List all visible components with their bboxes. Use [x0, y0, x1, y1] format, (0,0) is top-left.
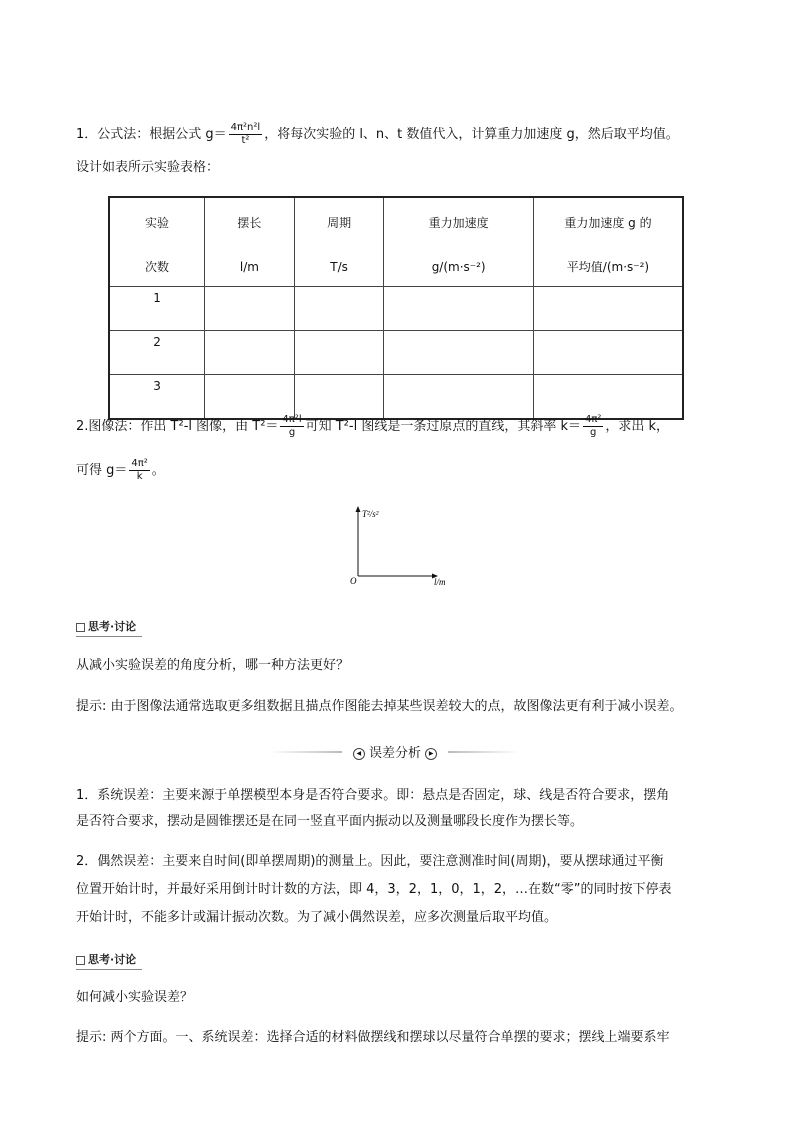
- trial-number: 2: [109, 331, 205, 375]
- origin-label: O: [350, 576, 357, 586]
- method2-text: ，求出 k，: [605, 419, 670, 434]
- method2-line2: [76, 458, 165, 483]
- method1-suffix: ，将每次实验的 l、n、t 数值代入，计算重力加速度 g，然后取平均值。: [264, 127, 679, 142]
- g-formula: $\frac{\text{4π²}}{k}$: [131, 458, 148, 482]
- table-cell: [384, 331, 534, 375]
- divider-line-left: [270, 751, 342, 753]
- table-header-row: [109, 197, 683, 287]
- checkbox-icon: [76, 956, 85, 965]
- slope-formula-1: $\frac{\text{4π²l}}{g}$: [282, 414, 302, 438]
- table-cell: [533, 331, 683, 375]
- right-arrow-icon: ▶: [425, 748, 437, 760]
- method1-prefix: 1．公式法：根据公式 g＝: [76, 127, 227, 142]
- y-axis-label: T²/s²: [362, 509, 379, 519]
- table-cell: [294, 287, 384, 331]
- header-cell: 摆长 l/m: [205, 197, 295, 287]
- method2-text: 2.图像法：作出 T²-l 图像，由 T²＝: [76, 419, 279, 434]
- think1-answer: 提示: 由于图像法通常选取更多组数据且描点作图能去掉某些误差较大的点，故图像法更有利于减小误差。: [76, 699, 683, 714]
- left-arrow-icon: ◀: [353, 748, 365, 760]
- error2-line1: 2．偶然误差：主要来自时间(即单摆周期)的测量上。因此，要注意测准时间(周期)，要从摆球通过平衡: [76, 854, 664, 869]
- method2-text: 可得 g＝: [76, 463, 128, 478]
- table-cell: [294, 331, 384, 375]
- header-cell: 重力加速度 g 的 平均值/(m·s⁻²): [533, 197, 683, 287]
- underline-decoration: [76, 969, 142, 970]
- method2-text: 可知 T²-l 图线是一条过原点的直线，其斜率 k＝: [305, 419, 581, 434]
- error1-line2: 是否符合要求，摆动是圆锥摆还是在同一竖直平面内振动以及测量哪段长度作为摆长等。: [76, 814, 584, 829]
- y-axis-arrow: [356, 506, 361, 512]
- table-cell: [205, 331, 295, 375]
- table-row: [109, 331, 683, 375]
- section-title: 误差分析: [368, 746, 421, 761]
- table-cell: [205, 375, 295, 420]
- underline-decoration: [76, 636, 142, 637]
- error1-line1: 1．系统误差：主要来源于单摆模型本身是否符合要求。即：悬点是否固定，球、线是否符合要求，摆角: [76, 788, 670, 803]
- method2-text: 。: [151, 463, 165, 478]
- table-cell: [384, 287, 534, 331]
- experiment-table: [108, 196, 684, 420]
- table-cell: [384, 375, 534, 420]
- table-cell: [533, 287, 683, 331]
- table-row: [109, 287, 683, 331]
- table-cell: [533, 375, 683, 420]
- think1-question: 从减小实验误差的角度分析，哪一种方法更好？: [76, 658, 350, 673]
- method2-line1: [76, 414, 669, 439]
- think2-question: 如何减小实验误差？: [76, 990, 194, 1005]
- table-cell: [294, 375, 384, 420]
- formula-numerator: 4π²n²l: [230, 122, 261, 133]
- error2-line3: 开始计时，不能多计或漏计振动次数。为了减小偶然误差，应多次测量后取平均值。: [76, 910, 558, 925]
- trial-number: 3: [109, 375, 205, 420]
- x-axis-label: l/m: [434, 577, 446, 587]
- table-row: [109, 375, 683, 420]
- error2-line2: 位置开始计时，并最好采用倒计时计数的方法，即 4，3，2，1，0，1，2，…在数“零”的同时按下停表: [76, 882, 672, 897]
- method1-formula: [229, 122, 263, 147]
- think-discuss-label: 思考·讨论: [76, 618, 136, 634]
- table-cell: [205, 287, 295, 331]
- section-divider: [270, 742, 520, 762]
- header-cell: 周期 T/s: [294, 197, 384, 287]
- formula-denominator: t²: [241, 135, 250, 146]
- think2-answer: 提示: 两个方面。一、系统误差：选择合适的材料做摆线和摆球以尽量符合单摆的要求；摆线上端要系牢: [76, 1030, 670, 1045]
- think-discuss-label: 思考·讨论: [76, 951, 136, 967]
- header-cell: 重力加速度 g/(m·s⁻²): [384, 197, 534, 287]
- method1-line: [76, 122, 679, 147]
- divider-line-right: [448, 751, 520, 753]
- t2-l-graph: [340, 502, 460, 592]
- trial-number: 1: [109, 287, 205, 331]
- checkbox-icon: [76, 623, 85, 632]
- table-intro: 设计如表所示实验表格：: [76, 160, 220, 175]
- slope-formula-2: $\frac{\text{4π²}}{g}$: [584, 414, 602, 438]
- header-cell: 实验 次数: [109, 197, 205, 287]
